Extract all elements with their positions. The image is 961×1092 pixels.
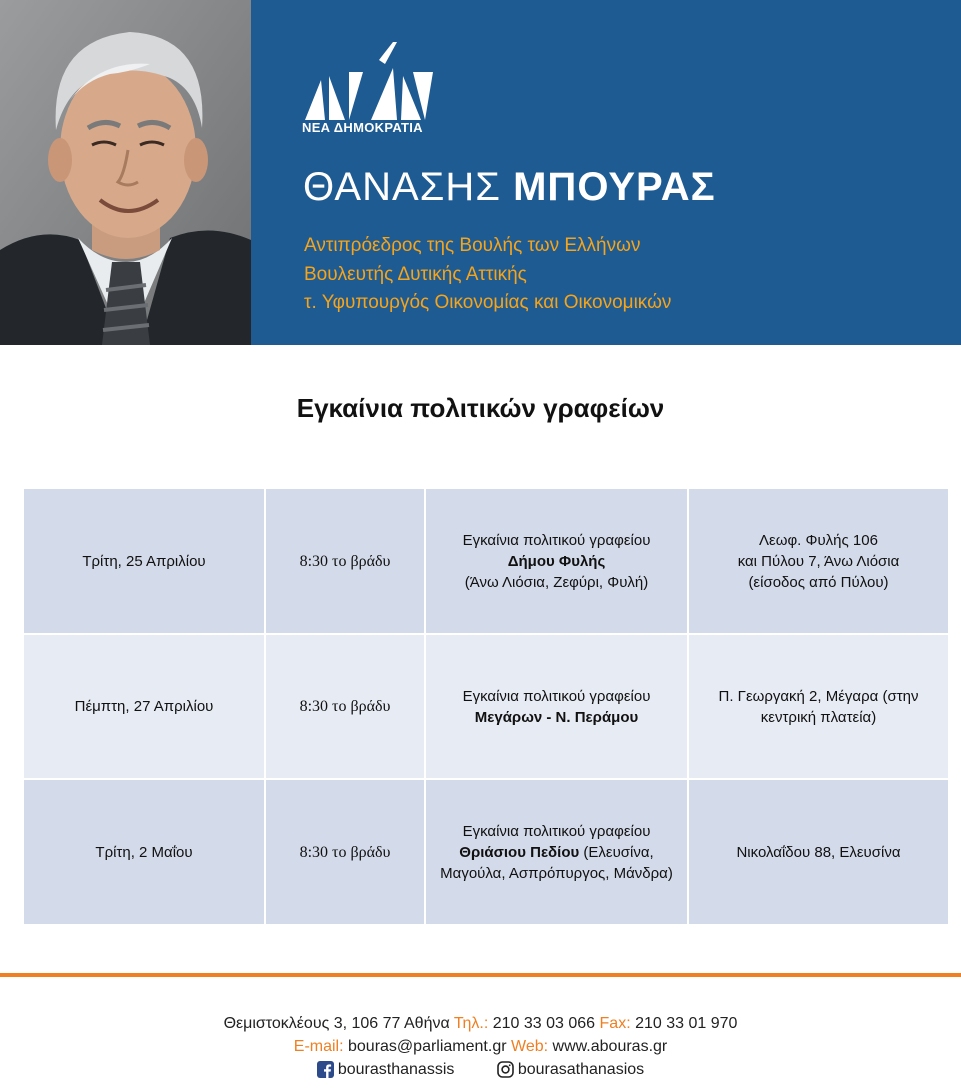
header [0,0,961,345]
event-date: Πέμπτη, 27 Απριλίου [74,698,214,715]
footer-divider [0,973,961,977]
instagram-link[interactable] [497,1058,644,1081]
tel-number: 210 33 03 066 [492,1015,596,1032]
fax-number: 210 33 01 970 [635,1015,738,1032]
event-address [687,635,948,778]
description-venue: Μεγάρων - Ν. Περάμου [474,708,639,726]
party-name: ΝΕΑ ΔΗΜΟΚΡΑΤΙΑ [302,120,423,135]
header-banner [251,0,961,345]
tel-label: Τηλ.: [453,1015,489,1032]
description-venue: Θριάσιου Πεδίου [459,843,580,861]
title-line: Βουλευτής Δυτικής Αττικής [304,263,527,285]
event-description [424,635,687,778]
facebook-link[interactable] [317,1058,455,1081]
event-time: 8:30 το βράδυ [264,489,424,633]
table-row [24,489,948,633]
email-label: E-mail: [293,1038,344,1055]
fax-label: Fax: [599,1015,631,1032]
footer-contact-line [0,1012,961,1035]
last-name: ΜΠΟΥΡΑΣ [513,165,716,209]
web-label: Web: [511,1038,549,1055]
footer [0,1012,961,1085]
address-text: Π. Γεωργακή 2, Μέγαρα (στην κεντρική πλατεία) [718,687,919,726]
description-prefix: Εγκαίνια πολιτικού γραφείου [462,531,651,549]
footer-social-line [0,1058,961,1085]
email-link[interactable]: bouras@parliament.gr [348,1038,507,1055]
event-description [424,489,687,633]
instagram-icon [497,1061,514,1078]
title-line: τ. Υφυπουργός Οικονομίας και Οικονομικών [304,292,672,313]
portrait-illustration [0,0,251,345]
event-time: 8:30 το βράδυ [264,780,424,924]
event-address [687,780,948,924]
event-date: Τρίτη, 2 Μαΐου [95,843,193,861]
description-venue: Δήμου Φυλής [507,552,606,570]
office-address: Θεμιστοκλέους 3, 106 77 Αθήνα [223,1015,450,1032]
description-prefix: Εγκαίνια πολιτικού γραφείου [462,687,651,705]
politician-name [303,165,716,210]
description-suffix: (Άνω Λιόσια, Ζεφύρι, Φυλή) [464,573,649,591]
address-text: Νικολαΐδου 88, Ελευσίνα [736,843,901,861]
politician-titles [304,232,671,318]
facebook-handle: bourasthanassis [337,1061,455,1078]
event-date: Τρίτη, 25 Απριλίου [82,552,206,570]
portrait-photo [0,0,251,345]
events-table [24,489,948,924]
instagram-handle: bourasathanasios [517,1061,645,1078]
description-suffix: (Ελευσίνα, Μαγούλα, Ασπρόπυργος, Μάνδρα) [440,843,673,882]
table-row [24,778,948,924]
description-prefix: Εγκαίνια πολιτικού γραφείου [462,822,651,840]
event-address [687,489,948,633]
first-name: ΘΑΝΑΣΗΣ [303,165,501,209]
table-row [24,633,948,778]
event-description [424,780,687,924]
page-title: Εγκαίνια πολιτικών γραφείων [296,393,665,423]
facebook-icon [317,1061,334,1078]
web-link[interactable]: www.abouras.gr [552,1038,668,1055]
address-text: Λεωφ. Φυλής 106 και Πύλου 7, Άνω Λιόσια (είσοδος από Πύλου) [737,531,900,591]
title-line: Αντιπρόεδρος της Βουλής των Ελλήνων [304,235,641,256]
event-time: 8:30 το βράδυ [264,635,424,778]
footer-online-line [0,1035,961,1058]
